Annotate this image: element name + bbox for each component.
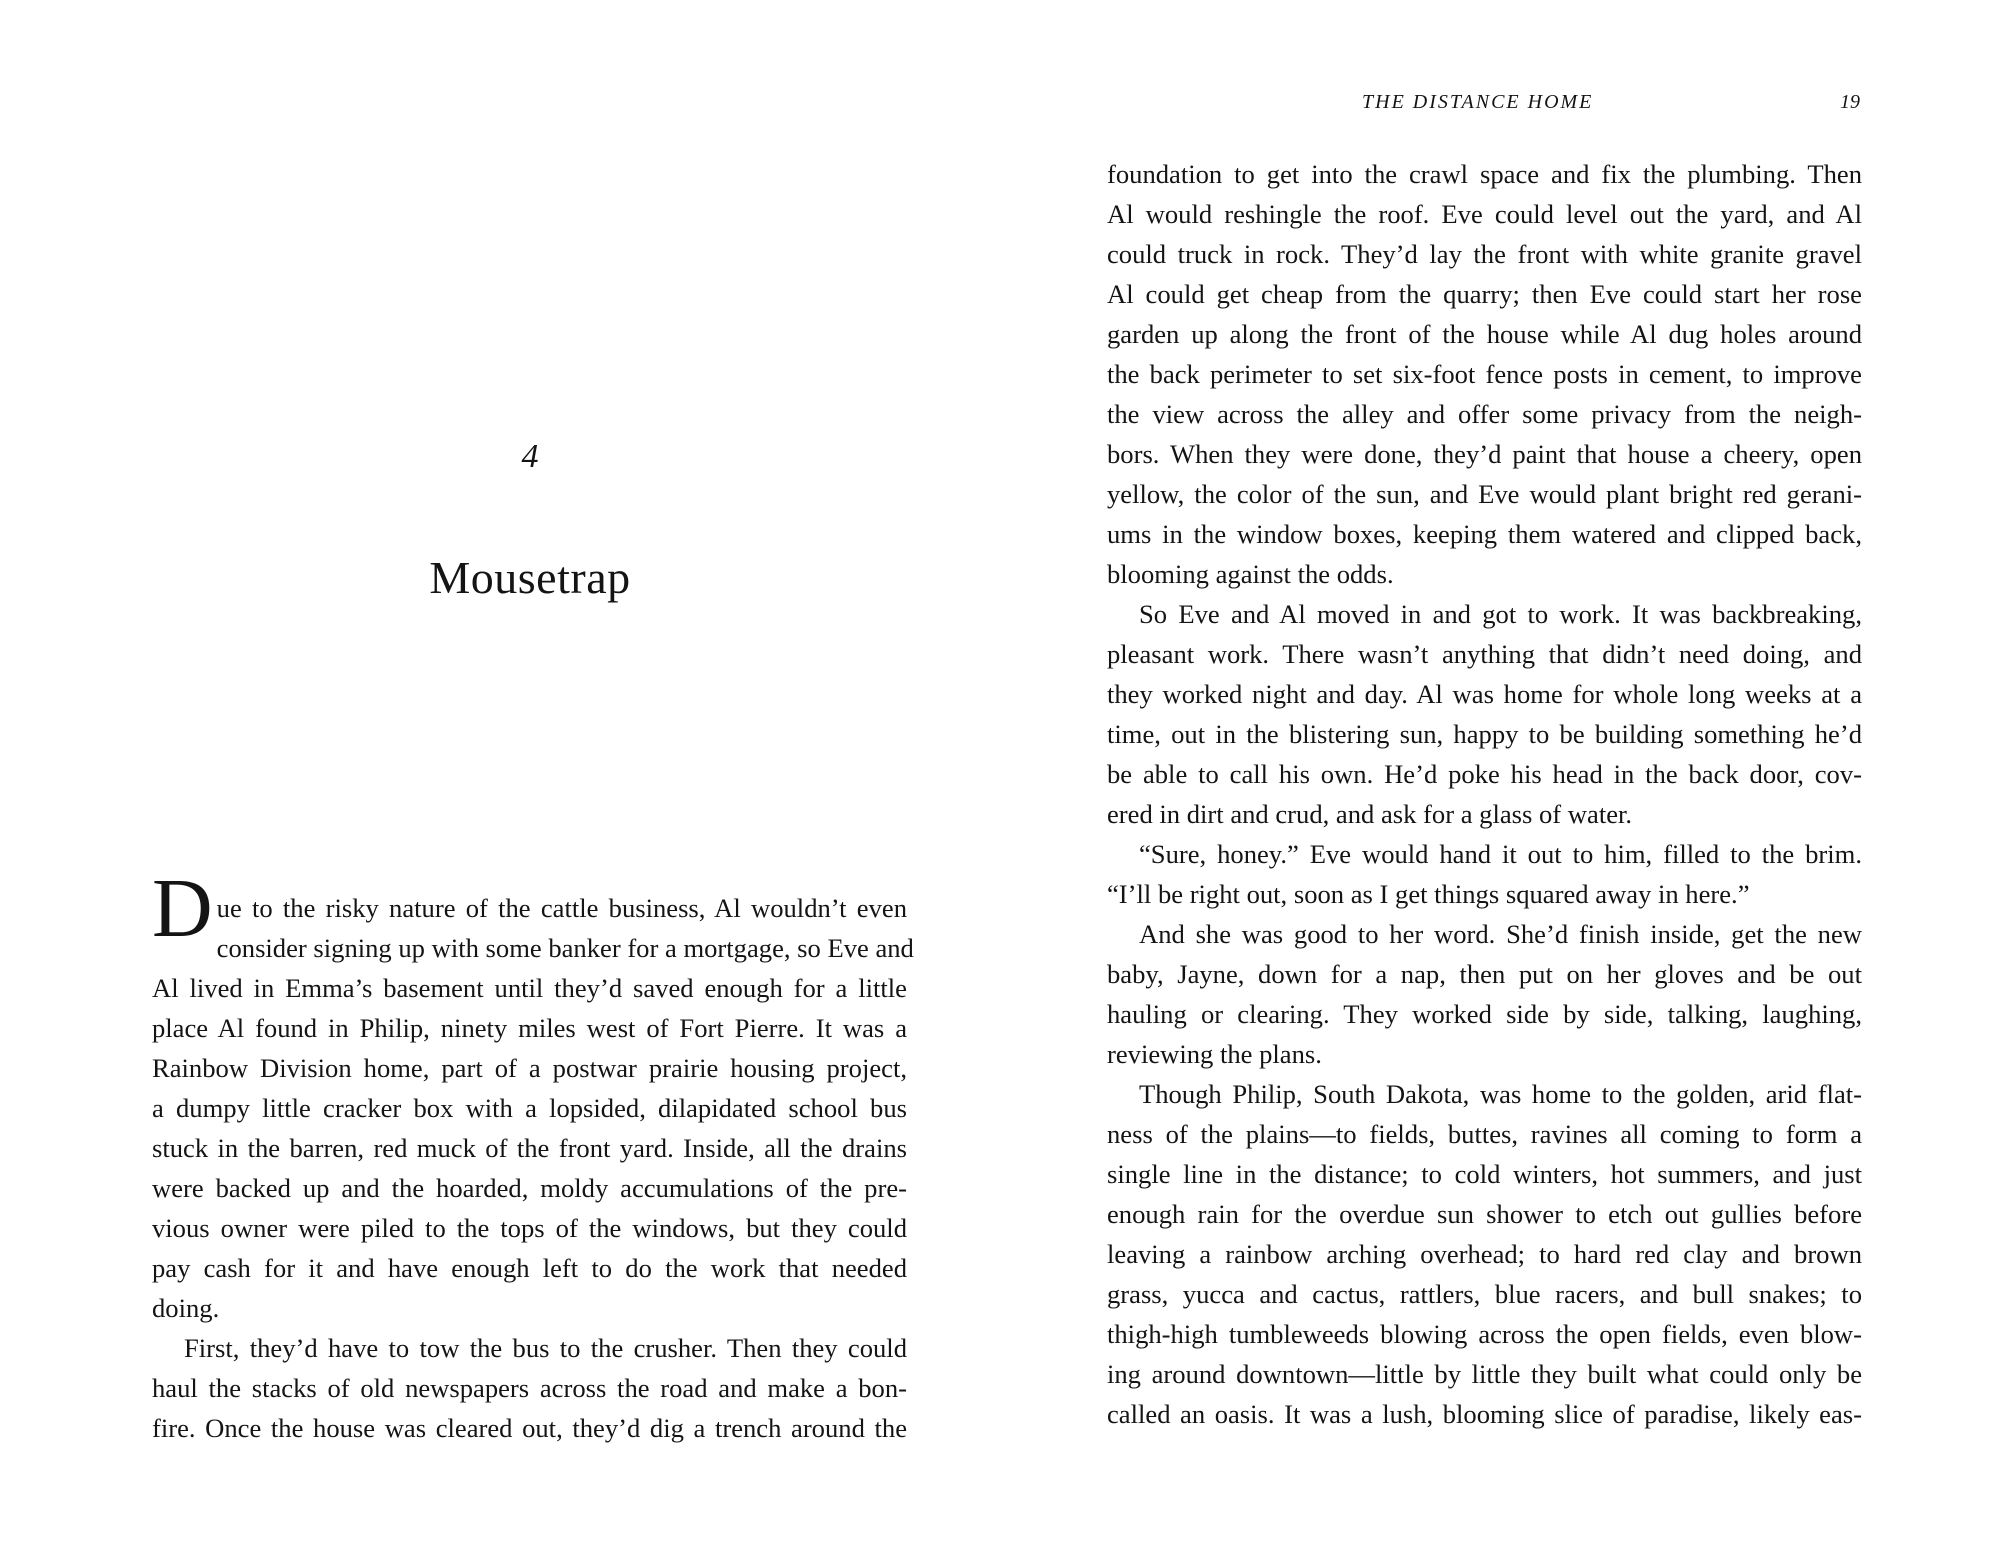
text-line: “I’ll be right out, soon as I get things squared away in here.” (1107, 879, 1750, 909)
text-line: thigh-high tumbleweeds blowing across the open fields, even blow- (1107, 1319, 1862, 1349)
text-line: they worked night and day. Al was home for whole long weeks at a (1107, 679, 1862, 709)
chapter-number: 4 (521, 438, 539, 475)
text-line: foundation to get into the crawl space and fix the plumbing. Then (1107, 159, 1862, 189)
text-line: ness of the plains—to fields, buttes, ravines all coming to form a (1107, 1119, 1862, 1149)
text-line: Though Philip, South Dakota, was home to the golden, arid flat- (1139, 1079, 1862, 1109)
text-line: called an oasis. It was a lush, blooming slice of paradise, likely eas- (1107, 1399, 1862, 1429)
text-line: single line in the distance; to cold winters, hot summers, and just (1107, 1159, 1862, 1189)
text-line: doing. (152, 1293, 220, 1323)
text-line: So Eve and Al moved in and got to work. It was backbreaking, (1139, 599, 1862, 629)
running-head: THE DISTANCE HOME (1362, 91, 1594, 113)
text-line: reviewing the plans. (1107, 1039, 1322, 1069)
text-line: enough rain for the overdue sun shower to etch out gullies before (1107, 1199, 1862, 1229)
text-line: First, they’d have to tow the bus to the crusher. Then they could (184, 1333, 907, 1363)
chapter-title: Mousetrap (429, 552, 631, 603)
text-line: consider signing up with some banker for a mortgage, so Eve and (216, 933, 914, 963)
text-line: ue to the risky nature of the cattle business, Al wouldn’t even (216, 893, 907, 923)
text-line: haul the stacks of old newspapers across the road and make a bon- (152, 1373, 907, 1403)
text-line: ered in dirt and crud, and ask for a glass of water. (1107, 799, 1633, 829)
text-line: be able to call his own. He’d poke his head in the back door, cov- (1107, 759, 1862, 789)
text-line: baby, Jayne, down for a nap, then put on her gloves and be out (1107, 959, 1862, 989)
text-line: Rainbow Division home, part of a postwar prairie housing project, (152, 1053, 907, 1083)
text-line: garden up along the front of the house while Al dug holes around (1107, 319, 1862, 349)
text-line: the view across the alley and offer some privacy from the neigh- (1107, 399, 1862, 429)
left-body-text (152, 862, 914, 1448)
text-line: place Al found in Philip, ninety miles west of Fort Pierre. It was a (152, 1013, 907, 1043)
text-line: fire. Once the house was cleared out, they’d dig a trench around the (152, 1413, 907, 1443)
text-line: pay cash for it and have enough left to do the work that needed (152, 1253, 907, 1283)
text-line: yellow, the color of the sun, and Eve would plant bright red gerani- (1107, 479, 1862, 509)
text-line: ing around downtown—little by little they built what could only be (1107, 1359, 1862, 1389)
text-line: Al could get cheap from the quarry; then Eve could start her rose (1107, 279, 1862, 309)
text-line: the back perimeter to set six-foot fence posts in cement, to improve (1107, 359, 1862, 389)
text-line: leaving a rainbow arching overhead; to hard red clay and brown (1107, 1239, 1862, 1269)
text-line: bors. When they were done, they’d paint that house a cheery, open (1107, 439, 1862, 469)
text-line: grass, yucca and cactus, rattlers, blue racers, and bull snakes; to (1107, 1279, 1862, 1309)
text-line: a dumpy little cracker box with a lopsided, dilapidated school bus (152, 1093, 907, 1123)
page-number: 19 (1840, 91, 1860, 113)
text-line: ums in the window boxes, keeping them watered and clipped back, (1107, 519, 1862, 549)
text-line: were backed up and the hoarded, moldy accumulations of the pre- (152, 1173, 907, 1203)
text-line: time, out in the blistering sun, happy to be building something he’d (1107, 719, 1862, 749)
text-line: “Sure, honey.” Eve would hand it out to him, filled to the brim. (1139, 839, 1862, 869)
drop-cap: D (152, 862, 213, 955)
text-line: And she was good to her word. She’d finish inside, get the new (1139, 919, 1862, 949)
text-line: hauling or clearing. They worked side by side, talking, laughing, (1107, 999, 1862, 1029)
text-line: Al would reshingle the roof. Eve could level out the yard, and Al (1107, 199, 1862, 229)
right-body-text (1107, 154, 1862, 1434)
text-line: vious owner were piled to the tops of the windows, but they could (152, 1213, 907, 1243)
text-line: Al lived in Emma’s basement until they’d saved enough for a little (152, 973, 907, 1003)
text-line: blooming against the odds. (1107, 559, 1394, 589)
text-line: pleasant work. There wasn’t anything that didn’t need doing, and (1107, 639, 1862, 669)
text-line: could truck in rock. They’d lay the front with white granite gravel (1107, 239, 1862, 269)
text-line: stuck in the barren, red muck of the front yard. Inside, all the drains (152, 1133, 907, 1163)
